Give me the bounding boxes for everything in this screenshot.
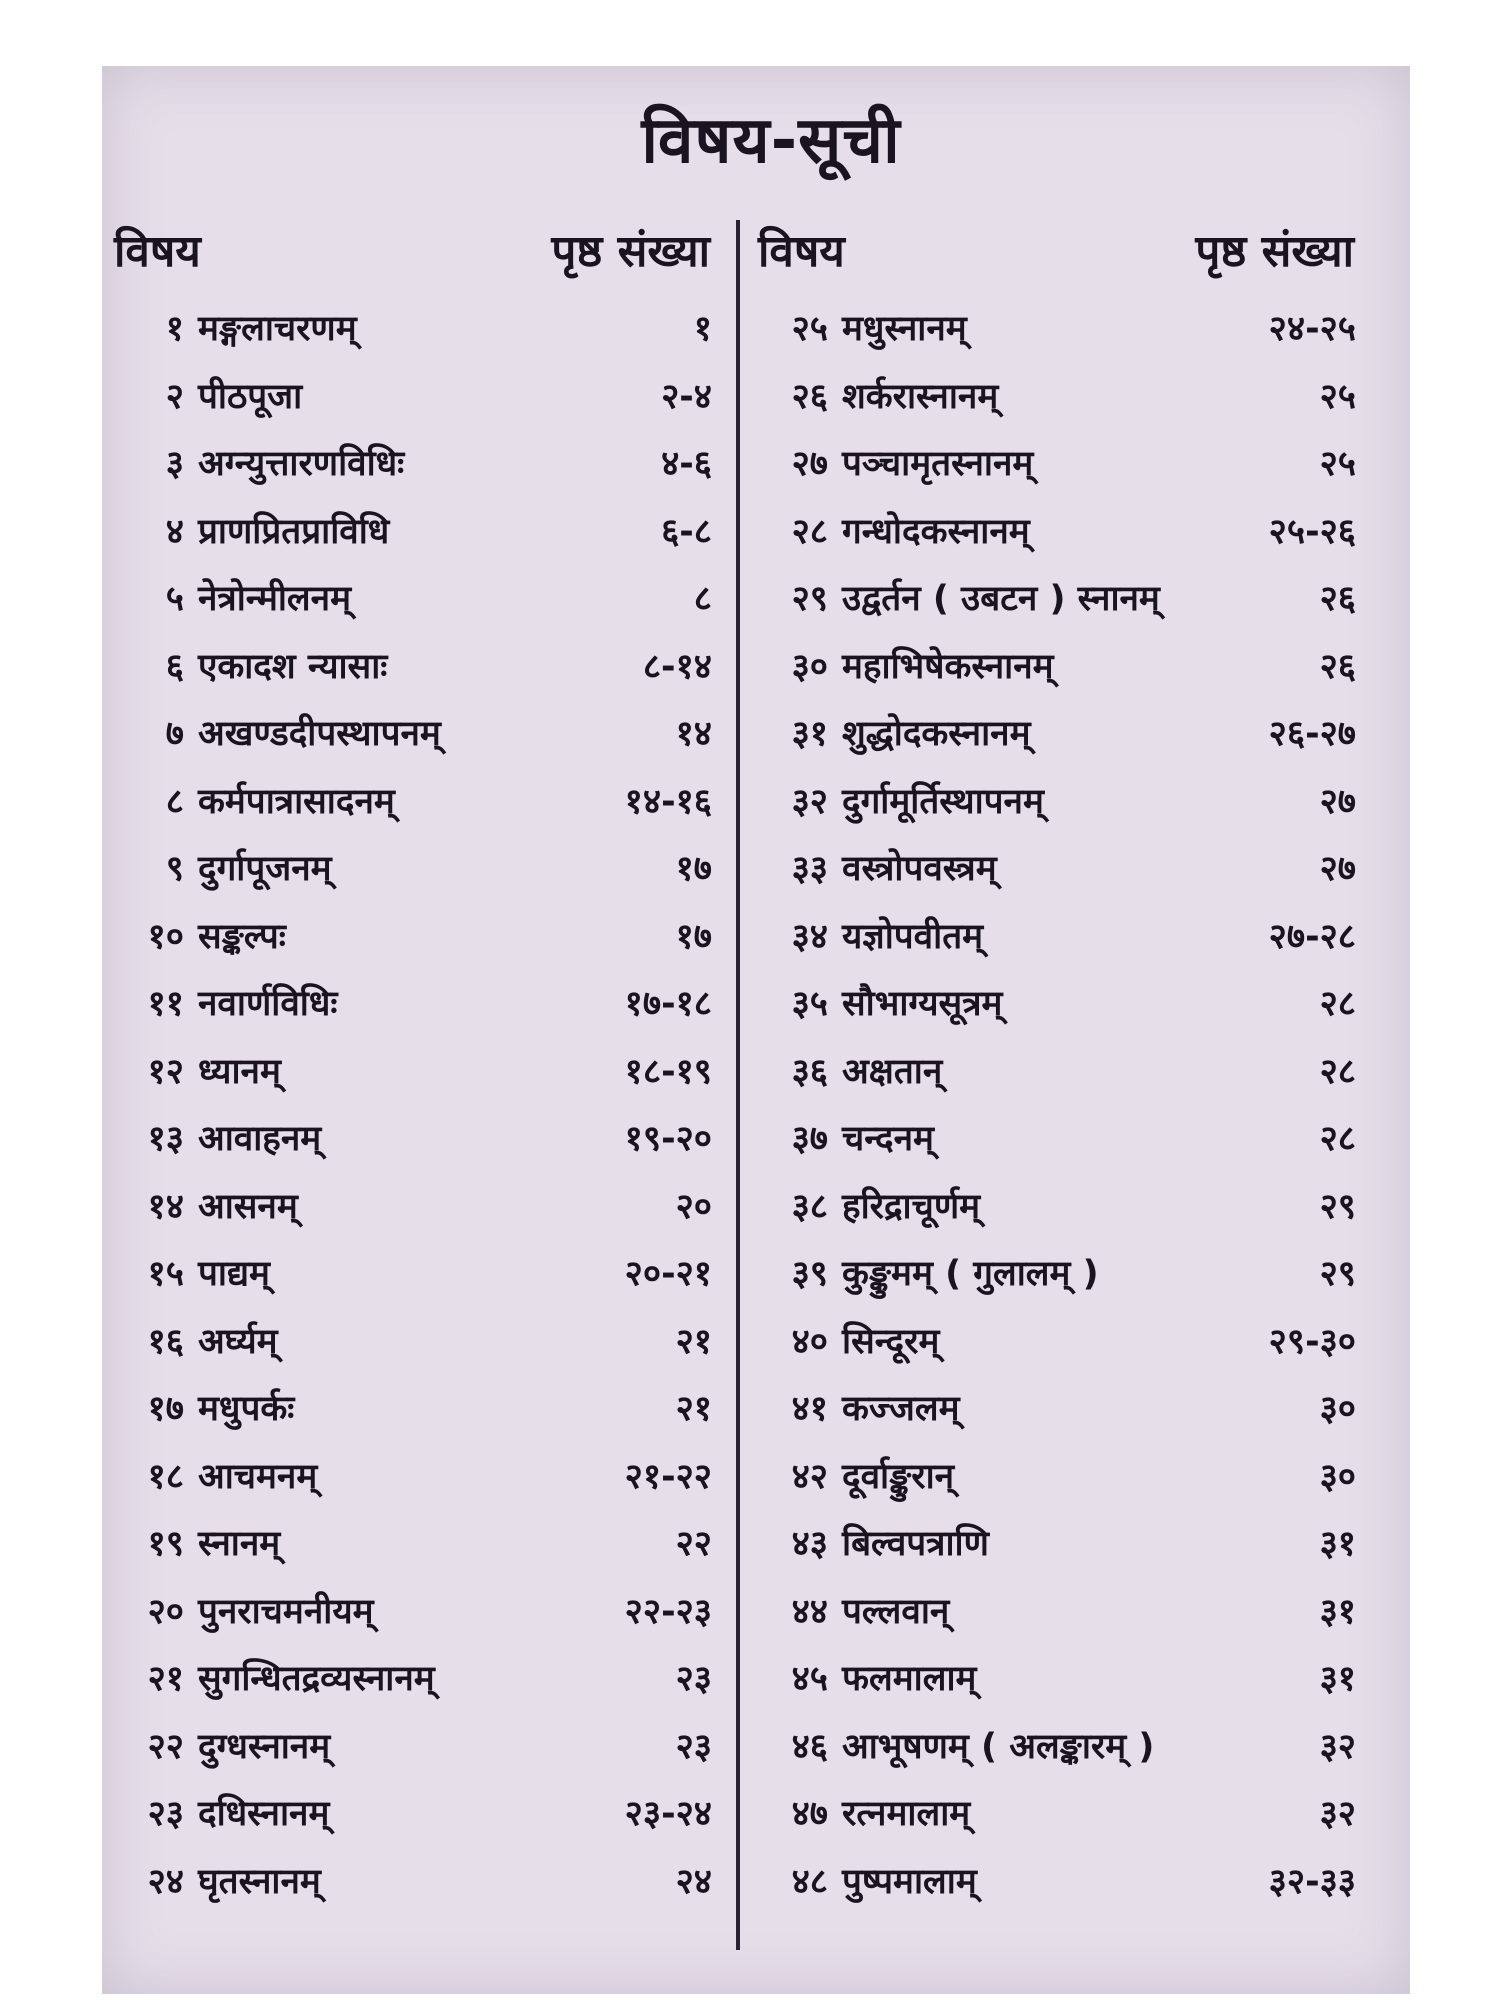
toc-entry bbox=[758, 294, 1356, 362]
toc-entry-title bbox=[758, 777, 1044, 824]
toc-entry-page: २-४ bbox=[661, 376, 712, 417]
toc-entry-number: ३७ bbox=[791, 1119, 828, 1160]
toc-entry-name: पाद्यम् bbox=[198, 1254, 270, 1295]
toc-entry-name: चन्दनम् bbox=[842, 1119, 934, 1160]
toc-entry bbox=[758, 362, 1356, 430]
toc-entry-number: ३५ bbox=[791, 984, 828, 1025]
toc-entry-name: नेत्रोन्मीलनम् bbox=[198, 579, 352, 620]
toc-entry-name: सिन्दूरम् bbox=[842, 1321, 940, 1362]
toc-entry bbox=[758, 1577, 1356, 1645]
toc-entry-title bbox=[114, 1654, 435, 1701]
toc-entry-title bbox=[758, 1047, 942, 1094]
toc-entry-title bbox=[114, 709, 441, 756]
toc-entry-name: पल्लवान् bbox=[842, 1591, 950, 1632]
toc-entry-name: दुग्धस्नानम् bbox=[198, 1726, 331, 1767]
toc-entry-page: ३० bbox=[1319, 1456, 1356, 1497]
toc-entry-title bbox=[758, 1587, 949, 1634]
toc-entry-number: १८ bbox=[147, 1456, 184, 1497]
toc-entry bbox=[758, 1644, 1356, 1712]
toc-entry-number: ४५ bbox=[791, 1659, 828, 1700]
toc-entry-page: ८ bbox=[693, 579, 712, 620]
toc-entry-number: २५ bbox=[791, 309, 828, 350]
toc-entry-name: पञ्चामृतस्नानम् bbox=[842, 444, 1034, 485]
toc-entry-name: मधुपर्कः bbox=[198, 1389, 295, 1430]
toc-entry-page: २८ bbox=[1319, 1119, 1356, 1160]
toc-entry-page: २० bbox=[675, 1186, 712, 1227]
toc-entry-page: २३ bbox=[675, 1659, 712, 1700]
toc-entry-title bbox=[758, 304, 967, 351]
toc-entry-name: शुद्धोदकस्नानम् bbox=[842, 714, 1031, 755]
toc-entry-name: आचमनम् bbox=[198, 1456, 318, 1497]
toc-entry-name: कर्मपात्रासादनम् bbox=[198, 781, 395, 822]
toc-entry-name: दूर्वाङ्कुरान् bbox=[842, 1456, 955, 1497]
toc-entry-name: दधिस्नानम् bbox=[198, 1794, 330, 1835]
toc-entry bbox=[114, 1172, 712, 1240]
toc-entry-title bbox=[758, 1654, 976, 1701]
toc-entry-title bbox=[758, 979, 1002, 1026]
toc-entry-page: २२-२३ bbox=[624, 1591, 712, 1632]
toc-entry-number: ६ bbox=[165, 646, 184, 687]
toc-entry bbox=[114, 294, 712, 362]
toc-entry-title bbox=[758, 1317, 939, 1364]
toc-entry-number: ४६ bbox=[791, 1726, 828, 1767]
toc-entry bbox=[114, 1307, 712, 1375]
toc-entry bbox=[114, 429, 712, 497]
toc-entry-page: ३१ bbox=[1319, 1659, 1356, 1700]
toc-entry-title bbox=[758, 1114, 934, 1161]
toc-entry-page: १७ bbox=[675, 916, 712, 957]
toc-entry-page: १७ bbox=[675, 849, 712, 890]
toc-entry bbox=[114, 902, 712, 970]
toc-entry bbox=[114, 1779, 712, 1847]
toc-entry bbox=[758, 969, 1356, 1037]
toc-entry-number: ३४ bbox=[791, 916, 828, 957]
toc-entry-name: मधुस्नानम् bbox=[842, 309, 967, 350]
toc-entry-page: २५-२६ bbox=[1268, 511, 1356, 552]
toc-entry bbox=[758, 429, 1356, 497]
toc-entry-number: २ bbox=[165, 376, 184, 417]
toc-entry-name: मङ्गलाचरणम् bbox=[198, 309, 357, 350]
toc-entry bbox=[758, 1104, 1356, 1172]
toc-entry bbox=[114, 632, 712, 700]
toc-entry-number: ४८ bbox=[791, 1861, 828, 1902]
toc-entry-title bbox=[758, 439, 1033, 486]
toc-entry-number: १४ bbox=[147, 1186, 184, 1227]
toc-entry bbox=[758, 699, 1356, 767]
toc-entry-name: अग्न्युत्तारणविधिः bbox=[198, 444, 405, 485]
toc-entry-number: ११ bbox=[147, 984, 184, 1025]
column-header-left bbox=[114, 214, 710, 284]
toc-entry-number: ८ bbox=[165, 781, 184, 822]
toc-entry-title bbox=[114, 1114, 321, 1161]
toc-entry bbox=[114, 1847, 712, 1915]
toc-entry bbox=[114, 969, 712, 1037]
toc-entry-title bbox=[114, 777, 395, 824]
page-title: विषय-सूची bbox=[641, 104, 901, 178]
toc-entry-number: ५ bbox=[165, 579, 184, 620]
toc-entry-number: २६ bbox=[791, 376, 828, 417]
toc-entry-number: २३ bbox=[147, 1794, 184, 1835]
toc-entry bbox=[758, 564, 1356, 632]
toc-entry-number: ३८ bbox=[791, 1186, 828, 1227]
toc-entry-number: ३२ bbox=[791, 781, 828, 822]
toc-entry-page: २९ bbox=[1319, 1254, 1356, 1295]
column-divider bbox=[736, 220, 740, 1950]
toc-entry-number: २४ bbox=[147, 1861, 184, 1902]
toc-entry-number: ३१ bbox=[791, 714, 828, 755]
toc-entry-title bbox=[758, 709, 1031, 756]
toc-entry-number: २० bbox=[147, 1591, 184, 1632]
toc-entry-page: २६ bbox=[1319, 646, 1356, 687]
toc-entry-number: ३६ bbox=[791, 1051, 828, 1092]
toc-entry-number: ४० bbox=[791, 1321, 828, 1362]
toc-entry-number: ९ bbox=[165, 849, 184, 890]
toc-entry bbox=[758, 767, 1356, 835]
toc-entry-page: २९ bbox=[1319, 1186, 1356, 1227]
toc-entry bbox=[114, 1712, 712, 1780]
toc-entry-name: आभूषणम् ( अलङ्कारम् ) bbox=[842, 1726, 1155, 1767]
toc-entry-number: १३ bbox=[147, 1119, 184, 1160]
toc-entry-number: ७ bbox=[165, 714, 184, 755]
toc-entry-page: २२ bbox=[675, 1524, 712, 1565]
toc-entry-title bbox=[758, 574, 1160, 621]
toc-entry-title bbox=[114, 1249, 270, 1296]
toc-entry bbox=[758, 1847, 1356, 1915]
toc-entry-page: १९-२० bbox=[624, 1119, 712, 1160]
toc-entry-name: सुगन्धितद्रव्यस्नानम् bbox=[198, 1659, 435, 1700]
page-number-header: पृष्ठ संख्या bbox=[551, 226, 710, 277]
toc-entry-page: २७ bbox=[1319, 781, 1356, 822]
toc-entry-page: ३२ bbox=[1319, 1726, 1356, 1767]
toc-entry-title bbox=[114, 1047, 281, 1094]
toc-entry bbox=[114, 767, 712, 835]
toc-entry-number: १५ bbox=[147, 1254, 184, 1295]
toc-entry-name: प्राणप्रितप्राविधि bbox=[198, 511, 390, 552]
toc-entry-page: २४-२५ bbox=[1268, 309, 1356, 350]
toc-entry-name: हरिद्राचूर्णम् bbox=[842, 1186, 981, 1227]
toc-entry-name: शर्करास्नानम् bbox=[842, 376, 999, 417]
toc-entry-page: २६-२७ bbox=[1268, 714, 1356, 755]
toc-entry-number: १ bbox=[165, 309, 184, 350]
toc-entry-title bbox=[114, 1182, 298, 1229]
toc-entry-page: १४ bbox=[675, 714, 712, 755]
toc-entry bbox=[114, 497, 712, 565]
toc-entry-name: रत्नमालाम् bbox=[842, 1794, 971, 1835]
toc-entry-name: ध्यानम् bbox=[198, 1051, 281, 1092]
toc-entry-name: स्नानम् bbox=[198, 1524, 281, 1565]
toc-entry-number: २९ bbox=[791, 579, 828, 620]
toc-entry-title bbox=[758, 372, 998, 419]
toc-entry-title bbox=[114, 979, 337, 1026]
toc-entry-title bbox=[758, 1519, 989, 1566]
toc-entry-title bbox=[114, 642, 387, 689]
toc-entry-title bbox=[758, 912, 983, 959]
toc-entry-title bbox=[758, 844, 997, 891]
column-header-right bbox=[758, 214, 1354, 284]
toc-entry-title bbox=[114, 912, 286, 959]
toc-entry-name: अर्घ्यम् bbox=[198, 1321, 278, 1362]
toc-entry-name: फलमालाम् bbox=[842, 1659, 977, 1700]
toc-entry-name: एकादश न्यासाः bbox=[198, 646, 388, 687]
toc-entry-name: पीठपूजा bbox=[198, 376, 303, 417]
toc-entry bbox=[758, 632, 1356, 700]
toc-entry-title bbox=[758, 1384, 960, 1431]
toc-entry-title bbox=[758, 1182, 980, 1229]
toc-entry bbox=[758, 902, 1356, 970]
toc-entry-page: ३१ bbox=[1319, 1524, 1356, 1565]
toc-entry bbox=[114, 1104, 712, 1172]
toc-entry-name: नवार्णविधिः bbox=[198, 984, 338, 1025]
toc-entry-page: १ bbox=[693, 309, 712, 350]
toc-entry-title bbox=[114, 372, 302, 419]
toc-entry-title bbox=[758, 507, 1030, 554]
toc-entry-number: ४७ bbox=[791, 1794, 828, 1835]
toc-entry-title bbox=[114, 574, 351, 621]
toc-entry-number: ४४ bbox=[791, 1591, 828, 1632]
toc-entry-number: १७ bbox=[147, 1389, 184, 1430]
toc-entry-page: ४-६ bbox=[661, 444, 712, 485]
toc-entry-name: सङ्कल्पः bbox=[198, 916, 286, 957]
toc-entry-page: २०-२१ bbox=[624, 1254, 712, 1295]
toc-entry bbox=[758, 1712, 1356, 1780]
toc-entry-name: पुष्पमालाम् bbox=[842, 1861, 977, 1902]
toc-entry-title bbox=[114, 1519, 280, 1566]
toc-entry-page: २७ bbox=[1319, 849, 1356, 890]
toc-entry bbox=[114, 564, 712, 632]
toc-entry-number: २१ bbox=[147, 1659, 184, 1700]
toc-entry-page: २३-२४ bbox=[624, 1794, 712, 1835]
toc-entry bbox=[758, 1374, 1356, 1442]
toc-entry-name: सौभाग्यसूत्रम् bbox=[842, 984, 1003, 1025]
toc-entry bbox=[114, 834, 712, 902]
toc-entry-page: २१ bbox=[675, 1389, 712, 1430]
toc-entry bbox=[758, 1307, 1356, 1375]
contents-list-right bbox=[758, 294, 1356, 1914]
toc-entry-name: महाभिषेकस्नानम् bbox=[842, 646, 1054, 687]
toc-entry bbox=[114, 699, 712, 767]
toc-entry-number: २८ bbox=[791, 511, 828, 552]
toc-entry-title bbox=[758, 1857, 977, 1904]
toc-entry-name: बिल्वपत्राणि bbox=[842, 1524, 989, 1565]
toc-entry-title bbox=[114, 304, 357, 351]
contents-list-left bbox=[114, 294, 712, 1914]
toc-entry-title bbox=[114, 1452, 317, 1499]
toc-entry-title bbox=[114, 1384, 294, 1431]
toc-entry-page: ८-१४ bbox=[642, 646, 712, 687]
toc-entry-page: २३ bbox=[675, 1726, 712, 1767]
toc-entry-page: २१ bbox=[675, 1321, 712, 1362]
toc-entry-number: ४ bbox=[165, 511, 184, 552]
toc-entry-page: २७-२८ bbox=[1268, 916, 1356, 957]
toc-entry bbox=[114, 1509, 712, 1577]
toc-entry bbox=[758, 1172, 1356, 1240]
toc-entry-title bbox=[114, 1857, 321, 1904]
book-page bbox=[102, 66, 1410, 1994]
toc-entry-page: २८ bbox=[1319, 1051, 1356, 1092]
toc-entry-page: १७-१८ bbox=[624, 984, 712, 1025]
toc-entry-number: १२ bbox=[147, 1051, 184, 1092]
toc-entry-page: २१-२२ bbox=[624, 1456, 712, 1497]
toc-entry-name: यज्ञोपवीतम् bbox=[842, 916, 984, 957]
toc-entry-name: उद्वर्तन ( उबटन ) स्नानम् bbox=[842, 579, 1160, 620]
toc-entry-page: ३२ bbox=[1319, 1794, 1356, 1835]
toc-entry-name: घृतस्नानम् bbox=[198, 1861, 321, 1902]
toc-entry-page: २४ bbox=[675, 1861, 712, 1902]
toc-entry bbox=[758, 497, 1356, 565]
toc-entry-number: ४३ bbox=[791, 1524, 828, 1565]
toc-entry-page: ३१ bbox=[1319, 1591, 1356, 1632]
toc-entry-page: २८ bbox=[1319, 984, 1356, 1025]
toc-entry bbox=[758, 1779, 1356, 1847]
toc-entry bbox=[114, 1442, 712, 1510]
toc-entry-number: ४२ bbox=[791, 1456, 828, 1497]
toc-entry-title bbox=[114, 1587, 374, 1634]
toc-entry-name: अखण्डदीपस्थापनम् bbox=[198, 714, 441, 755]
toc-entry bbox=[114, 1374, 712, 1442]
toc-entry-number: ३९ bbox=[791, 1254, 828, 1295]
toc-entry-page: २९-३० bbox=[1268, 1321, 1356, 1362]
page-number-header: पृष्ठ संख्या bbox=[1195, 226, 1354, 277]
subject-header: विषय bbox=[758, 226, 845, 277]
toc-entry-title bbox=[114, 439, 404, 486]
toc-entry-name: आसनम् bbox=[198, 1186, 298, 1227]
toc-entry bbox=[758, 1442, 1356, 1510]
toc-entry-name: दुर्गापूजनम् bbox=[198, 849, 332, 890]
toc-entry-name: पुनराचमनीयम् bbox=[198, 1591, 374, 1632]
subject-header: विषय bbox=[114, 226, 201, 277]
toc-entry bbox=[758, 1239, 1356, 1307]
toc-entry-number: १९ bbox=[147, 1524, 184, 1565]
toc-entry-number: २२ bbox=[147, 1726, 184, 1767]
toc-entry bbox=[114, 1644, 712, 1712]
toc-entry-name: अक्षतान् bbox=[842, 1051, 943, 1092]
toc-entry-name: गन्धोदकस्नानम् bbox=[842, 511, 1030, 552]
toc-entry-name: दुर्गामूर्तिस्थापनम् bbox=[842, 781, 1044, 822]
toc-entry-title bbox=[758, 1249, 1099, 1296]
toc-entry-title bbox=[114, 507, 389, 554]
toc-entry bbox=[114, 1037, 712, 1105]
toc-entry-title bbox=[758, 1452, 954, 1499]
toc-entry bbox=[758, 834, 1356, 902]
toc-entry-title bbox=[114, 844, 332, 891]
toc-entry-page: १४-१६ bbox=[624, 781, 712, 822]
toc-entry bbox=[114, 1239, 712, 1307]
toc-entry-name: कुङ्कुमम् ( गुलालम् ) bbox=[842, 1254, 1099, 1295]
toc-entry-title bbox=[758, 1722, 1154, 1769]
toc-entry-number: १० bbox=[147, 916, 184, 957]
toc-entry-page: ६-८ bbox=[661, 511, 712, 552]
toc-entry-name: वस्त्रोपवस्त्रम् bbox=[842, 849, 997, 890]
toc-entry bbox=[114, 1577, 712, 1645]
toc-entry-title bbox=[114, 1722, 330, 1769]
toc-entry-page: ३० bbox=[1319, 1389, 1356, 1430]
toc-entry-name: आवाहनम् bbox=[198, 1119, 322, 1160]
toc-entry-page: १८-१९ bbox=[624, 1051, 712, 1092]
toc-entry-page: २५ bbox=[1319, 444, 1356, 485]
toc-entry-title bbox=[114, 1317, 278, 1364]
toc-entry bbox=[114, 362, 712, 430]
toc-entry-title bbox=[758, 642, 1054, 689]
toc-entry-name: कज्जलम् bbox=[842, 1389, 960, 1430]
toc-entry bbox=[758, 1037, 1356, 1105]
toc-entry-page: २५ bbox=[1319, 376, 1356, 417]
toc-entry-number: ४१ bbox=[791, 1389, 828, 1430]
toc-entry-title bbox=[114, 1789, 329, 1836]
toc-entry-number: ३० bbox=[791, 646, 828, 687]
toc-entry-number: २७ bbox=[791, 444, 828, 485]
toc-entry bbox=[758, 1509, 1356, 1577]
toc-entry-number: १६ bbox=[147, 1321, 184, 1362]
toc-entry-page: २६ bbox=[1319, 579, 1356, 620]
toc-entry-title bbox=[758, 1789, 970, 1836]
toc-entry-number: ३ bbox=[165, 444, 184, 485]
toc-entry-page: ३२-३३ bbox=[1268, 1861, 1356, 1902]
toc-entry-number: ३३ bbox=[791, 849, 828, 890]
